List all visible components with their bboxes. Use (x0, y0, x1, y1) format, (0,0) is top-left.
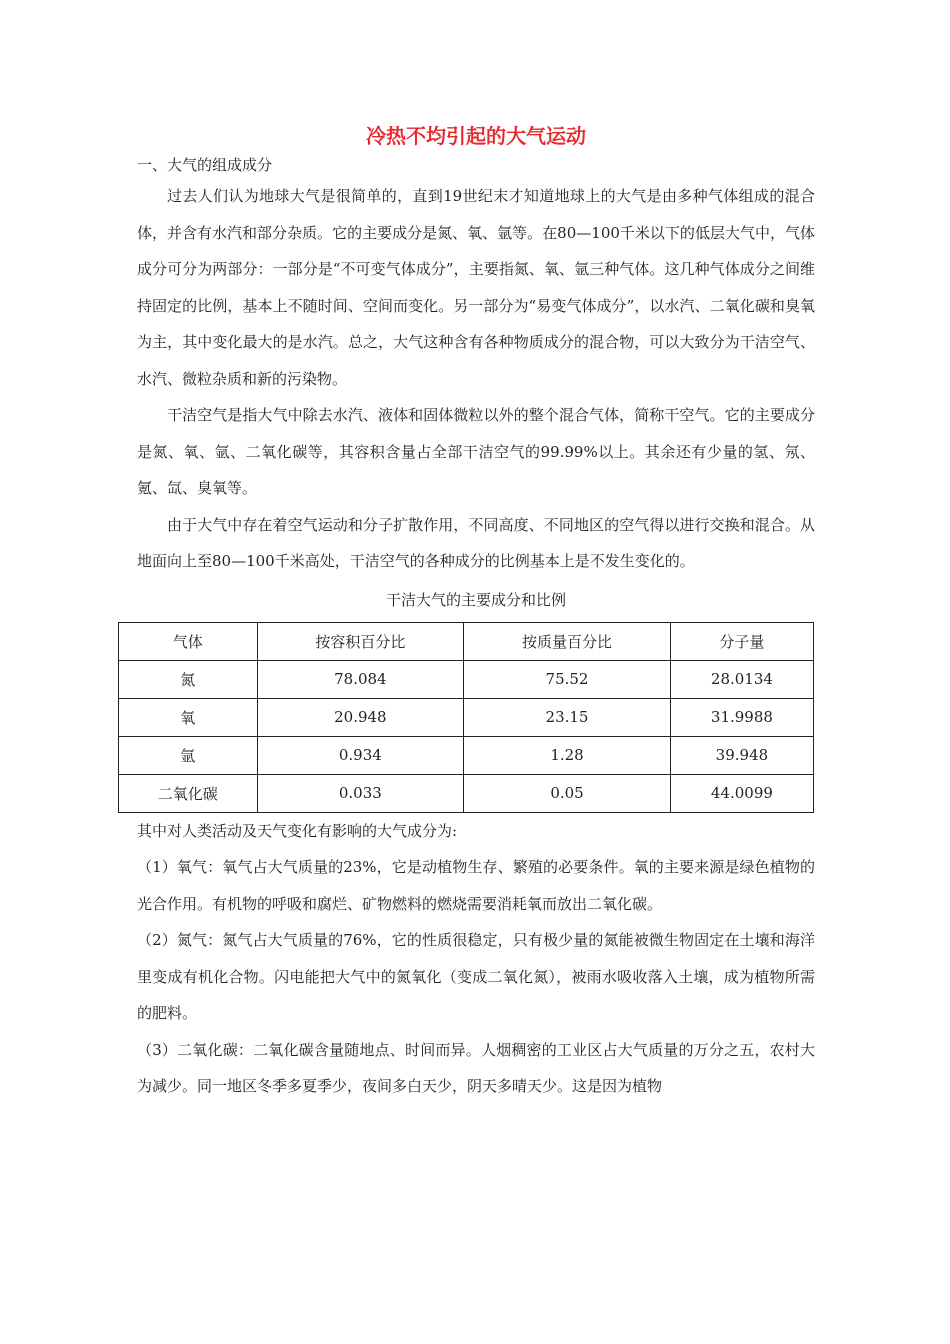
table-cell: 75.52 (464, 660, 671, 698)
header-gas: 气体 (119, 622, 258, 660)
paragraph-carbon-dioxide: （3）二氧化碳：二氧化碳含量随地点、时间而异。人烟稠密的工业区占大气质量的万分之五，农村大为减少。同一地区冬季多夏季少，夜间多白天少，阴天多晴天少。这是因为植物 (137, 1040, 815, 1095)
table-cell: 氩 (119, 736, 258, 774)
section-heading-composition: 一、大气的组成成分 (137, 156, 273, 174)
table-cell: 20.948 (257, 698, 464, 736)
composition-table (118, 622, 814, 813)
paragraph-oxygen: （1）氧气：氧气占大气质量的23%，它是动植物生存、繁殖的必要条件。氧的主要来源是绿色植物的光合作用。有机物的呼吸和腐烂、矿物燃料的燃烧需要消耗氧而放出二氧化碳。 (137, 858, 815, 913)
table-cell: 氮 (119, 660, 258, 698)
header-mass-percent: 按质量百分比 (464, 622, 671, 660)
table-row (119, 698, 814, 736)
document-title: 冷热不均引起的大气运动 (366, 124, 586, 148)
table-header-row (119, 622, 814, 660)
paragraph-dry-air: 干洁空气是指大气中除去水汽、液体和固体微粒以外的整个混合气体，简称干空气。它的主要成分是氮、氧、氩、二氧化碳等，其容积含量占全部干洁空气的99.99%以上。其余还有少量的氢、氖、氪、氙、臭氧等。 (137, 406, 815, 497)
table-cell: 44.0099 (670, 774, 813, 812)
table-cell: 1.28 (464, 736, 671, 774)
table-cell: 0.934 (257, 736, 464, 774)
table-cell: 28.0134 (670, 660, 813, 698)
table-cell: 78.084 (257, 660, 464, 698)
paragraph-influential-components: 其中对人类活动及天气变化有影响的大气成分为: (137, 821, 458, 840)
table-cell: 39.948 (670, 736, 813, 774)
paragraph-nitrogen: （2）氮气：氮气占大气质量的76%，它的性质很稳定，只有极少量的氮能被微生物固定在土壤和海洋里变成有机化合物。闪电能把大气中的氮氧化（变成二氧化氮），被雨水吸收落入土壤，成为植物所需的肥料。 (137, 931, 815, 1022)
table-row (119, 774, 814, 812)
document-page (137, 118, 815, 1105)
table-cell: 31.9988 (670, 698, 813, 736)
paragraph-intro: 过去人们认为地球大气是很简单的，直到19世纪末才知道地球上的大气是由多种气体组成的混合体，并含有水汽和部分杂质。它的主要成分是氮、氧、氩等。在80—100千米以下的低层大气中，气体成分可分为两部分：一部分是“不可变气体成分”，主要指氮、氧、氩三种气体。这几种气体成分之间维持固定的比例，基本上不随时间、空间而变化。另一部分为“易变气体成分”，以水汽、二氧化碳和臭氧为主，其中变化最大的是水汽。总之，大气这种含有各种物质成分的混合物，可以大致分为干洁空气、水汽、微粒杂质和新的污染物。 (137, 187, 815, 388)
table-cell: 0.033 (257, 774, 464, 812)
table-cell: 23.15 (464, 698, 671, 736)
table-cell: 二氧化碳 (119, 774, 258, 812)
table-caption: 干洁大气的主要成分和比例 (385, 590, 566, 609)
header-volume-percent: 按容积百分比 (257, 622, 464, 660)
header-molecular-weight: 分子量 (670, 622, 813, 660)
table-cell: 氧 (119, 698, 258, 736)
table-row (119, 660, 814, 698)
table-row (119, 736, 814, 774)
table-cell: 0.05 (464, 774, 671, 812)
paragraph-mixing: 由于大气中存在着空气运动和分子扩散作用，不同高度、不同地区的空气得以进行交换和混合。从地面向上至80—100千米高处，干洁空气的各种成分的比例基本上是不发生变化的。 (137, 515, 815, 570)
